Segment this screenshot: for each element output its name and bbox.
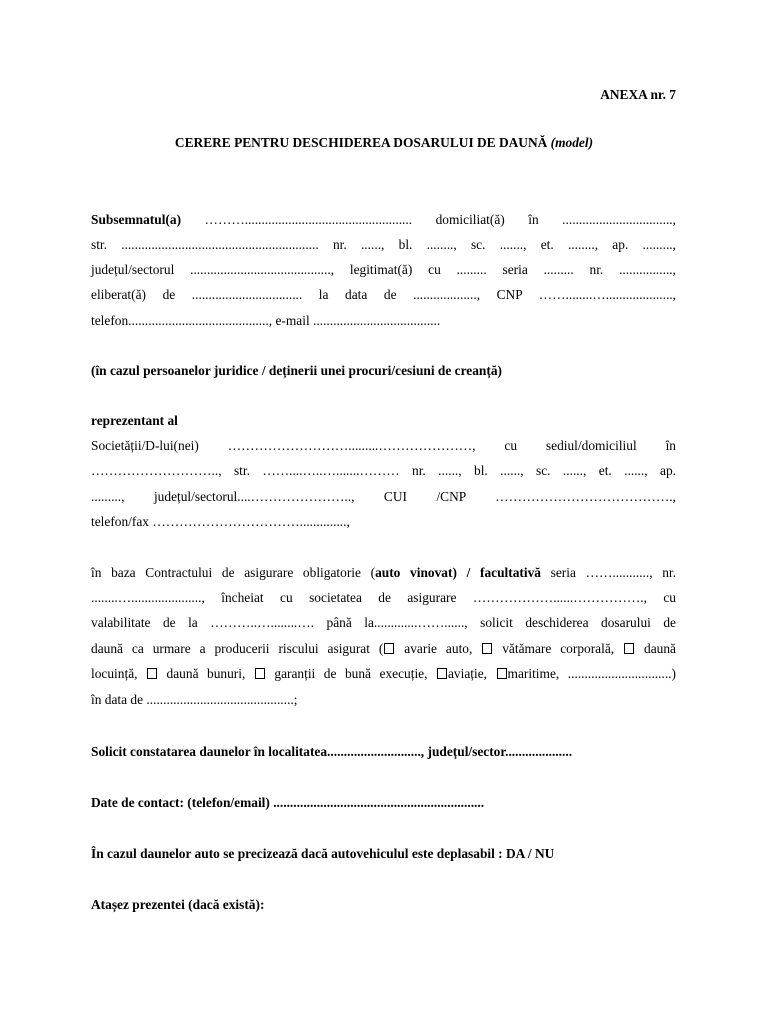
applicant-line-2: str. ........................................................... nr. ......, bl. ........, sc. ......., et. ........, ap. .........,: [91, 237, 676, 252]
representative-line-4: telefon/fax ……………………………..............,: [91, 514, 350, 529]
contract-text: în baza Contractului de asigurare obligatorie (: [91, 565, 376, 580]
legal-entity-note: (în cazul persoanelor juridice / deținerii unei procuri/cesiuni de creanță): [91, 363, 502, 378]
applicant-line-1-rest: ……….................................................. domiciliat(ă) în .................................,: [181, 212, 676, 227]
locuinta-label: locuință,: [91, 666, 147, 681]
checkbox-dauna-locuinta[interactable]: [624, 643, 634, 654]
checkbox-aviatie[interactable]: [437, 668, 447, 679]
contact-line: Date de contact: (telefon/email) ...............................................................: [91, 795, 485, 810]
title-suffix: (model): [550, 135, 594, 150]
applicant-line-5: telefon.........................................., e-mail ......................................: [91, 313, 441, 328]
representative-heading: reprezentant al: [91, 413, 178, 428]
applicant-line-3: județul/sectorul .........................................., legitimat(ă) cu ......... seria ......... nr. ................,: [91, 262, 676, 277]
facultativa-label: facultativă: [479, 565, 541, 580]
checkbox-vatamare-corporala[interactable]: [482, 643, 492, 654]
dauna-label: daună: [635, 641, 676, 656]
attachments-line: Atașez prezentei (dacă există):: [91, 897, 265, 912]
risk-text: daună ca urmare a producerii riscului asigurat (: [91, 641, 384, 656]
contract-line-2: ........…....................., încheiat cu societatea de asigurare ………………......……………., cu: [91, 590, 676, 605]
contract-line-4: [91, 640, 676, 658]
aviatie-label: aviație,: [447, 666, 496, 681]
maritime-label: maritime, ...............................): [507, 666, 676, 681]
checkbox-maritime[interactable]: [497, 668, 507, 679]
annex-number: ANEXA nr. 7: [600, 87, 676, 102]
applicant-label: Subsemnatul(a): [91, 212, 182, 227]
contract-line-3: valabilitate de la ………..…........…. până la.............……......, solicit deschiderea dosarului de: [91, 615, 676, 630]
contract-series: seria ……..........., nr.: [540, 565, 676, 580]
checkbox-garantii[interactable]: [255, 668, 265, 679]
contract-line-6: în data de ............................................;: [91, 692, 298, 707]
representative-line-1: Societății/D-lui(nei) ……………………….........…………………, cu sediul/domiciliul în: [91, 438, 676, 453]
representative-line-2: ……………………….., str. ……....…..….......……… nr. ......, bl. ......, sc. ......, et. ......, ap.: [91, 463, 676, 478]
avarie-auto-label: avarie auto,: [395, 641, 482, 656]
damage-location-line: Solicit constatarea daunelor în localitatea............................, județul/sector....................: [91, 744, 573, 759]
contract-line-5: [91, 665, 676, 683]
checkbox-avarie-auto[interactable]: [384, 643, 394, 654]
title-text: CERERE PENTRU DESCHIDEREA DOSARULUI DE DAUNĂ: [174, 135, 548, 150]
auto-movable-line: În cazul daunelor auto se precizează dacă autovehiculul este deplasabil : DA / NU: [91, 846, 555, 861]
applicant-line-4: eliberat(ă) de ................................. la data de ..................., CNP ……........…....................,: [91, 287, 676, 302]
contract-line-1: [91, 564, 676, 582]
contract-separator: ) /: [452, 565, 480, 580]
vatamare-corporala-label: vătămare corporală,: [493, 641, 624, 656]
checkbox-dauna-bunuri[interactable]: [147, 668, 157, 679]
garantii-label: garanții de bună execuție,: [265, 666, 436, 681]
document-title: [0, 135, 768, 151]
auto-vinovat-label: auto vinovat: [375, 565, 453, 580]
dauna-bunuri-label: daună bunuri,: [158, 666, 254, 681]
applicant-line-1: [91, 211, 676, 229]
representative-line-3: ........., județul/sectorul....………………….., CUI /CNP ………………………………….,: [91, 489, 676, 504]
